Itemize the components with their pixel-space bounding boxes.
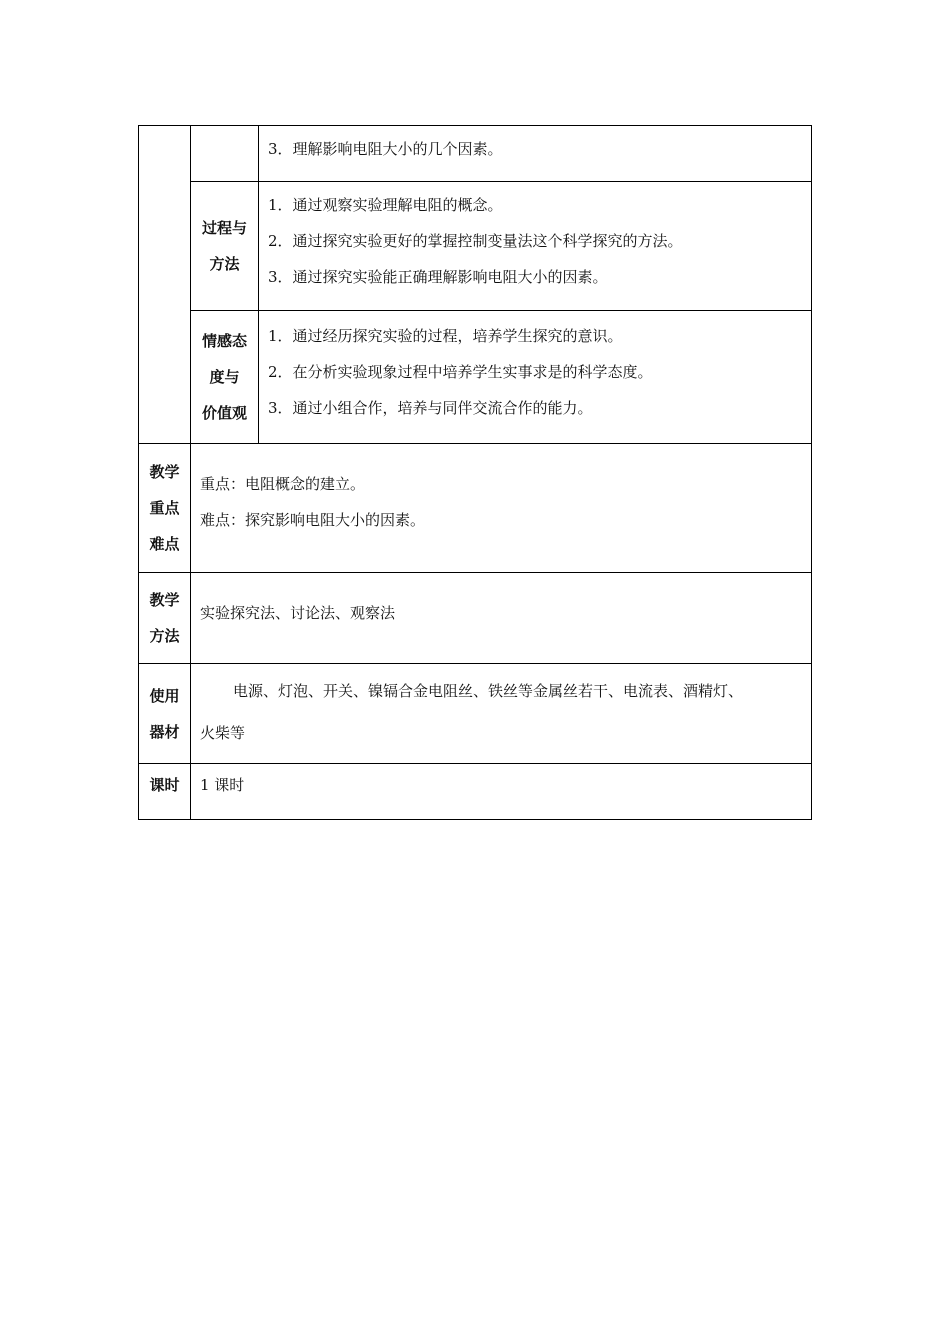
emotion-item: 2．在分析实验现象过程中培养学生实事求是的科学态度。 xyxy=(268,363,653,381)
methods-label-line: 方法 xyxy=(149,627,180,645)
emotion-item: 3．通过小组合作，培养与同伴交流合作的能力。 xyxy=(268,399,593,417)
process-item: 3．通过探究实验能正确理解影响电阻大小的因素。 xyxy=(268,268,608,286)
methods-text: 实验探究法、讨论法、观察法 xyxy=(200,604,396,622)
materials-label-line: 使用 xyxy=(149,686,180,705)
emotion-content-cell xyxy=(259,311,812,444)
key-point-item: 重点：电阻概念的建立。 xyxy=(200,475,366,493)
methods-content-cell xyxy=(191,573,812,664)
emotion-label-line: 价值观 xyxy=(201,404,247,422)
methods-label-line: 教学 xyxy=(149,591,180,609)
lesson-plan-table xyxy=(138,125,812,820)
materials-label xyxy=(139,664,191,764)
methods-label xyxy=(139,573,191,664)
hours-text: 1 课时 xyxy=(200,776,245,794)
emotion-item: 1．通过经历探究实验的过程，培养学生探究的意识。 xyxy=(268,327,623,345)
knowledge-row xyxy=(139,126,812,182)
process-label-line: 方法 xyxy=(209,255,240,273)
emotion-label xyxy=(191,311,259,444)
process-row xyxy=(139,182,812,311)
process-item: 2．通过探究实验更好的掌握控制变量法这个科学探究的方法。 xyxy=(268,232,683,250)
key-points-label-line: 教学 xyxy=(149,463,180,481)
methods-row xyxy=(139,573,812,664)
hours-label xyxy=(139,764,191,820)
materials-line: 电源、灯泡、开关、镍镉合金电阻丝、铁丝等金属丝若干、电流表、酒精灯、 xyxy=(233,682,744,700)
knowledge-label-cell xyxy=(191,126,259,182)
hours-content-cell xyxy=(191,764,812,820)
difficult-point-item: 难点：探究影响电阻大小的因素。 xyxy=(200,511,426,529)
knowledge-content-cell xyxy=(259,126,812,182)
materials-line: 火柴等 xyxy=(200,724,246,742)
process-label-line: 过程与 xyxy=(201,219,247,237)
objectives-label-cell xyxy=(139,126,191,444)
hours-label-line: 课时 xyxy=(149,776,180,794)
key-points-label xyxy=(139,444,191,573)
emotion-row xyxy=(139,311,812,444)
process-item: 1．通过观察实验理解电阻的概念。 xyxy=(268,196,503,214)
key-points-row xyxy=(139,444,812,573)
key-points-content-cell xyxy=(191,444,812,573)
process-content-cell xyxy=(259,182,812,311)
emotion-label-line: 情感态 xyxy=(201,332,247,350)
materials-content-cell xyxy=(191,664,812,764)
key-points-label-line: 重点 xyxy=(149,499,180,517)
key-points-label-line: 难点 xyxy=(149,535,180,553)
materials-row xyxy=(139,664,812,764)
process-label xyxy=(191,182,259,311)
materials-label-line: 器材 xyxy=(149,722,180,741)
emotion-label-line: 度与 xyxy=(209,368,240,386)
hours-row xyxy=(139,764,812,820)
knowledge-item: 3．理解影响电阻大小的几个因素。 xyxy=(268,140,503,158)
